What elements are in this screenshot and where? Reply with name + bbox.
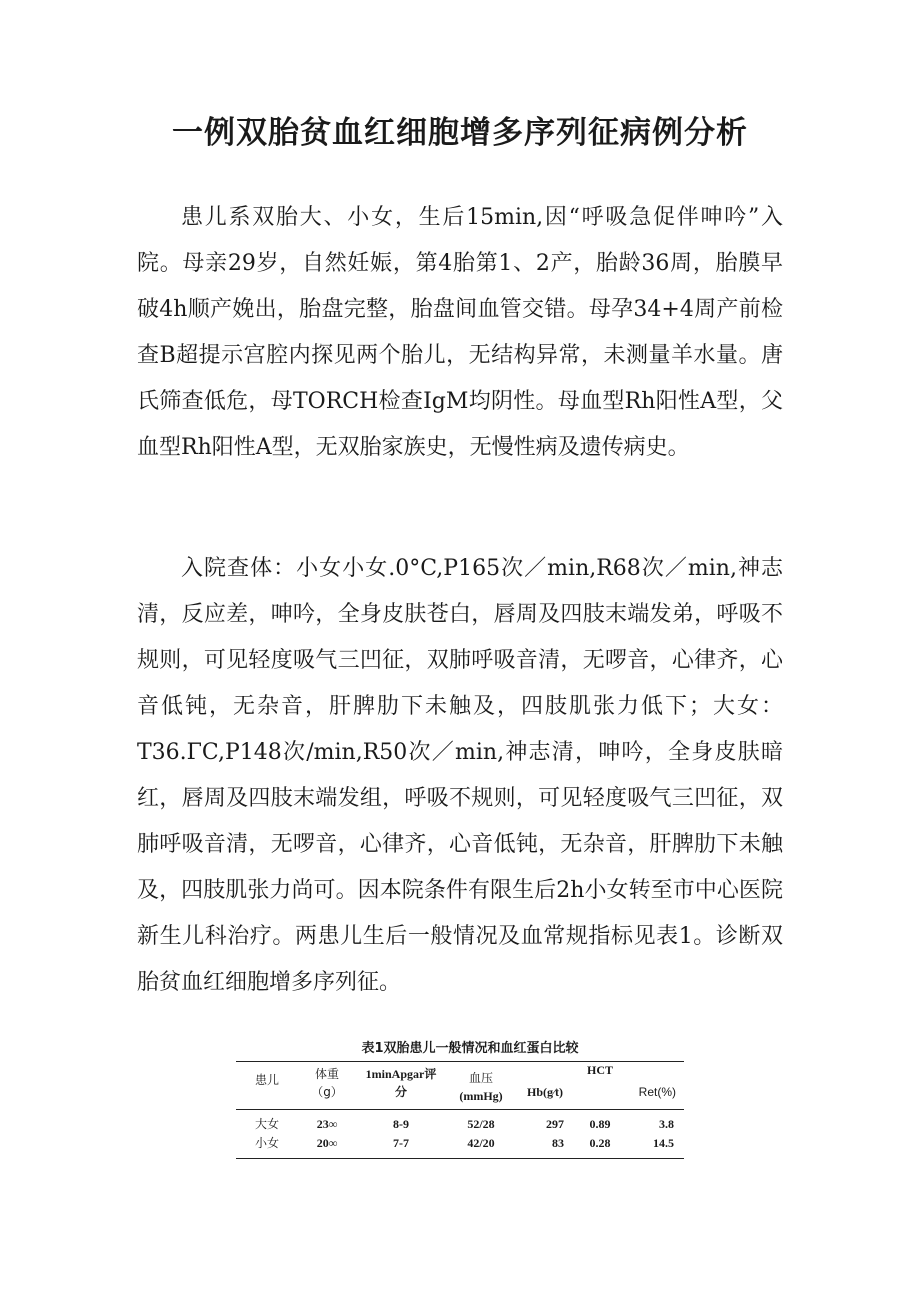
document-title: 一例双胎贫血红细胞增多序列征病例分析 xyxy=(172,115,748,151)
table-row xyxy=(236,1134,684,1159)
header-ret: Ret(%) xyxy=(626,1062,684,1110)
header-apgar: 1minApgar评 分 xyxy=(356,1062,446,1110)
table-row xyxy=(236,1110,684,1135)
cell-weight: 23∞ xyxy=(316,1117,338,1131)
table-header-row xyxy=(236,1062,684,1110)
cell-weight: 20∞ xyxy=(316,1136,338,1150)
table-caption: 表1双胎患儿一般情况和血红蛋白比较 xyxy=(361,1041,579,1056)
cell-apgar: 8-9 xyxy=(393,1117,409,1131)
cell-apgar: 7-7 xyxy=(393,1136,409,1150)
cell-hb: 297 xyxy=(546,1117,564,1131)
cell-patient: 大女 xyxy=(254,1117,279,1131)
cell-hct: 0.28 xyxy=(589,1136,611,1150)
cell-bp: 52/28 xyxy=(467,1117,495,1131)
cell-ret: 14.5 xyxy=(653,1136,674,1150)
cell-hb: 83 xyxy=(552,1136,564,1150)
header-patient: 患儿 xyxy=(236,1062,298,1110)
header-blood-pressure: 血压 (mmHg) xyxy=(446,1062,516,1110)
cell-ret: 3.8 xyxy=(659,1117,674,1131)
comparison-table xyxy=(236,1061,684,1159)
header-weight: 体重 （g） xyxy=(298,1062,356,1110)
header-hb: Hb(g⁄t) xyxy=(516,1062,574,1110)
paragraph-case-history: 患儿系双胎大、小女，生后15min,因“呼吸急促伴呻吟”入院。母亲29岁，自然妊娠，第4胎第1、2产，胎龄36周，胎膜早破4h顺产娩出，胎盘完整，胎盘间血管交错。母孕34+4周产前检查B超提示宫腔内探见两个胎儿，无结构异常，未测量羊水量。唐氏筛查低危，母TORCH检查IgM均阴性。母血型Rh阳性A型，父血型Rh阳性A型，无双胎家族史，无慢性病及遗传病史。 xyxy=(137,205,783,460)
header-hct: HCT xyxy=(574,1062,626,1110)
cell-hct: 0.89 xyxy=(589,1117,611,1131)
cell-patient: 小女 xyxy=(254,1136,279,1150)
paragraph-physical-exam: 入院查体：小女小女.0°C,P165次／min,R68次／min,神志清，反应差，呻吟，全身皮肤苍白，唇周及四肢末端发弟，呼吸不规则，可见轻度吸气三凹征，双肺呼吸音清，无啰音，心律齐，心音低钝，无杂音，肝脾肋下未触及，四肢肌张力低下；大女：T36.ΓC,P148次/min,R50次／min,神志清，呻吟，全身皮肤暗红，唇周及四肢末端发组，呼吸不规则，可见轻度吸气三凹征，双肺呼吸音清，无啰音，心律齐，心音低钝，无杂音，肝脾肋下未触及，四肢肌张力尚可。因本院条件有限生后2h小女转至市中心医院新生儿科治疗。两患儿生后一般情况及血常规指标见表1。诊断双胎贫血红细胞增多序列征。 xyxy=(137,556,783,995)
table-1 xyxy=(236,1038,684,1159)
cell-bp: 42/20 xyxy=(467,1136,495,1150)
